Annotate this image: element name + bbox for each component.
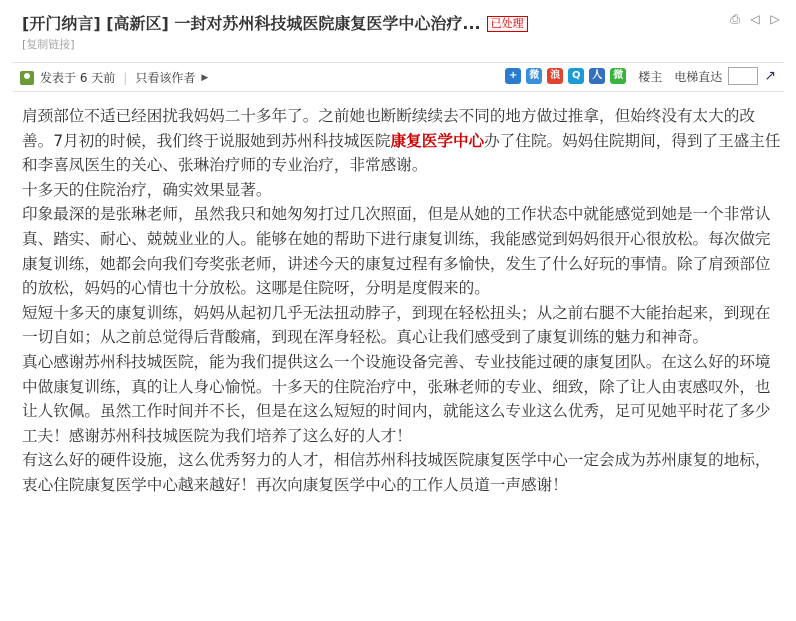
thread-title bbox=[22, 11, 528, 34]
author-only-link[interactable]: 只看该作者 bbox=[135, 71, 196, 85]
status-badge: 已处理 bbox=[487, 16, 528, 32]
share-wechat-icon[interactable]: 微 bbox=[610, 68, 626, 84]
caret-right-icon: ▶ bbox=[201, 72, 209, 83]
share-renren-icon[interactable]: 人 bbox=[589, 68, 605, 84]
posted-prefix: 发表于 bbox=[40, 71, 77, 85]
paragraph-5: 真心感谢苏州科技城医院，能为我们提供这么一个设施设备完善、专业技能过硬的康复团队。在这么好的环境中做康复训练，真的让人身心愉悦。十多天的住院治疗中，张琳老师的专业、细致，除了让人由衷感叹外，也让人钦佩。虽然工作时间并不长，但是在这么短短的时间内，就能这么专业这么优秀，足可见她平时花了多少工夫！感谢苏州科技城医院为我们培养了这么好的人才！ bbox=[22, 352, 771, 445]
posted-time: 6 天前 bbox=[79, 71, 116, 85]
next-thread-icon[interactable]: ▷ bbox=[770, 12, 780, 26]
online-user-icon bbox=[20, 71, 34, 85]
thread-header bbox=[0, 0, 796, 58]
paragraph-3: 印象最深的是张琳老师，虽然我只和她匆匆打过几次照面，但是从她的工作状态中就能感觉到她是一个非常认真、踏实、耐心、兢兢业业的人。能够在她的帮助下进行康复训练，我能感觉到妈妈很开心很放松。每次做完康复训练，她都会向我们夸奖张老师，讲述今天的康复过程有多愉快，发生了什么好玩的事情。除了肩颈部位的放松，妈妈的心情也十分放松。这哪是住院呀，分明是度假来的。 bbox=[22, 205, 771, 298]
copy-link[interactable]: [复制链接] bbox=[22, 38, 75, 51]
share-weibo-tencent-icon[interactable]: 微 bbox=[526, 68, 542, 84]
highlight-link[interactable]: 康复医学中心 bbox=[390, 131, 485, 150]
thread-tools bbox=[728, 12, 782, 26]
paragraph-4: 短短十多天的康复训练，妈妈从起初几乎无法扭动脖子，到现在轻松扭头；从之前右腿不大能抬起来，到现在一切自如；从之前总觉得后背酸痛，到现在浑身轻松。真心让我们感受到了康复训练的魅力和神奇。 bbox=[22, 303, 771, 347]
jump-label: 电梯直达 bbox=[674, 69, 723, 84]
share-sina-icon[interactable]: 浪 bbox=[547, 68, 563, 84]
post-body bbox=[22, 104, 782, 498]
p1-text-after: 办了住院。妈妈住院期间，得到了王盛主任和李喜凤医生的关心、张琳治疗师的专业治疗，非常感谢。 bbox=[22, 131, 781, 175]
paragraph-2: 十多天的住院治疗，确实效果显著。 bbox=[22, 180, 272, 199]
share-qzone-icon[interactable]: + bbox=[505, 68, 521, 84]
go-icon[interactable]: ↗ bbox=[764, 68, 776, 84]
prev-thread-icon[interactable]: ◁ bbox=[750, 12, 760, 26]
thread-title-text[interactable]: [开门纳言] [高新区] 一封对苏州科技城医院康复医学中心治疗... bbox=[22, 14, 481, 33]
floor-jump-input[interactable] bbox=[728, 67, 758, 85]
print-icon[interactable]: ⎙ bbox=[730, 12, 740, 26]
divider: | bbox=[123, 70, 128, 85]
floor-label: 楼主 bbox=[638, 69, 663, 84]
paragraph-1 bbox=[22, 104, 782, 178]
paragraph-6: 有这么好的硬件设施，这么优秀努力的人才，相信苏州科技城医院康复医学中心一定会成为苏州康复的地标，衷心住院康复医学中心越来越好！再次向康复医学中心的工作人员道一声感谢！ bbox=[22, 451, 771, 494]
p1-text-before: 肩颈部位不适已经困扰我妈妈二十多年了。之前她也断断续续去不同的地方做过推拿，但始终没有太大的改善。7月初的时候，我们终于说服她到苏州科技城医院 bbox=[22, 107, 755, 150]
share-q-icon[interactable]: Q bbox=[568, 68, 584, 84]
post-meta-bar bbox=[12, 62, 784, 92]
